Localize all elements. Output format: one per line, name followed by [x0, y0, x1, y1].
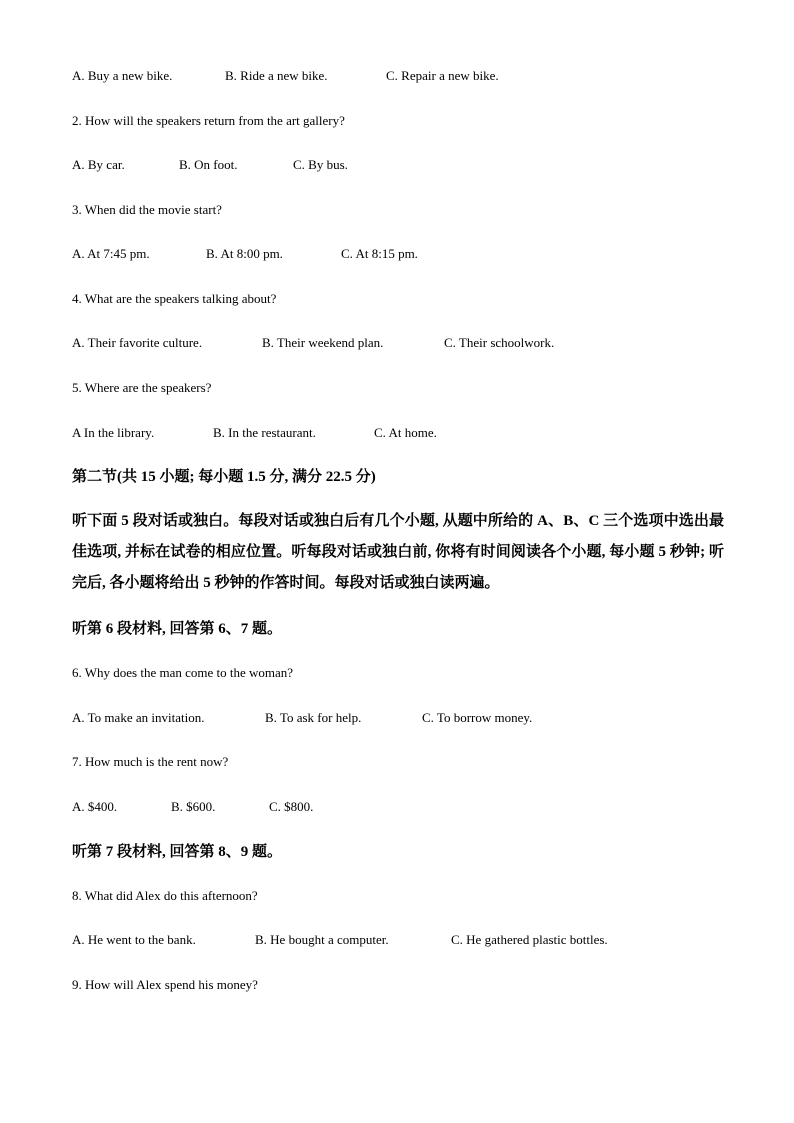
question-3-prompt: 3. When did the movie start?	[72, 202, 222, 217]
option-c: C. At home.	[374, 425, 437, 440]
material-6-heading: 听第 6 段材料, 回答第 6、7 题。	[72, 621, 283, 637]
option-c: C. $800.	[269, 799, 314, 814]
question-8-prompt: 8. What did Alex do this afternoon?	[72, 888, 258, 903]
question-6-prompt: 6. Why does the man come to the woman?	[72, 665, 294, 680]
option-b: B. $600.	[171, 799, 216, 814]
option-b: B. Their weekend plan.	[262, 335, 384, 350]
question-5-prompt: 5. Where are the speakers?	[72, 380, 212, 395]
option-a: A. At 7:45 pm.	[72, 246, 150, 261]
option-a: A. To make an invitation.	[72, 710, 205, 725]
option-a: A. Buy a new bike.	[72, 68, 173, 83]
question-9-prompt: 9. How will Alex spend his money?	[72, 977, 258, 992]
option-a: A. Their favorite culture.	[72, 335, 203, 350]
question-2-prompt: 2. How will the speakers return from the art gallery?	[72, 113, 345, 128]
question-7-prompt: 7. How much is the rent now?	[72, 754, 229, 769]
option-c: C. At 8:15 pm.	[341, 246, 418, 261]
section-instructions: 听下面 5 段对话或独白。每段对话或独白后有几个小题, 从题中所给的 A、B、C 三个选项中选出最佳选项, 并标在试卷的相应位置。听每段对话或独白前, 你将有时间阅读各个小题, 每小题 5 秒钟; 听完后, 各小题将给出 5 秒钟的作答时间。每段对话或独白读两遍。	[72, 513, 724, 591]
option-c: C. To borrow money.	[422, 710, 533, 725]
option-b: B. In the restaurant.	[213, 425, 316, 440]
option-c: C. Their schoolwork.	[444, 335, 555, 350]
question-4-prompt: 4. What are the speakers talking about?	[72, 291, 277, 306]
option-a: A. He went to the bank.	[72, 932, 196, 947]
option-b: B. Ride a new bike.	[225, 68, 328, 83]
section-heading: 第二节(共 15 小题; 每小题 1.5 分, 满分 22.5 分)	[72, 469, 376, 485]
option-b: B. On foot.	[179, 157, 238, 172]
option-b: B. To ask for help.	[265, 710, 362, 725]
option-a: A In the library.	[72, 425, 155, 440]
option-c: C. By bus.	[293, 157, 348, 172]
option-b: B. At 8:00 pm.	[206, 246, 283, 261]
option-b: B. He bought a computer.	[255, 932, 389, 947]
option-c: C. Repair a new bike.	[386, 68, 499, 83]
option-a: A. By car.	[72, 157, 125, 172]
option-c: C. He gathered plastic bottles.	[451, 932, 608, 947]
material-7-heading: 听第 7 段材料, 回答第 8、9 题。	[72, 844, 283, 860]
option-a: A. $400.	[72, 799, 118, 814]
